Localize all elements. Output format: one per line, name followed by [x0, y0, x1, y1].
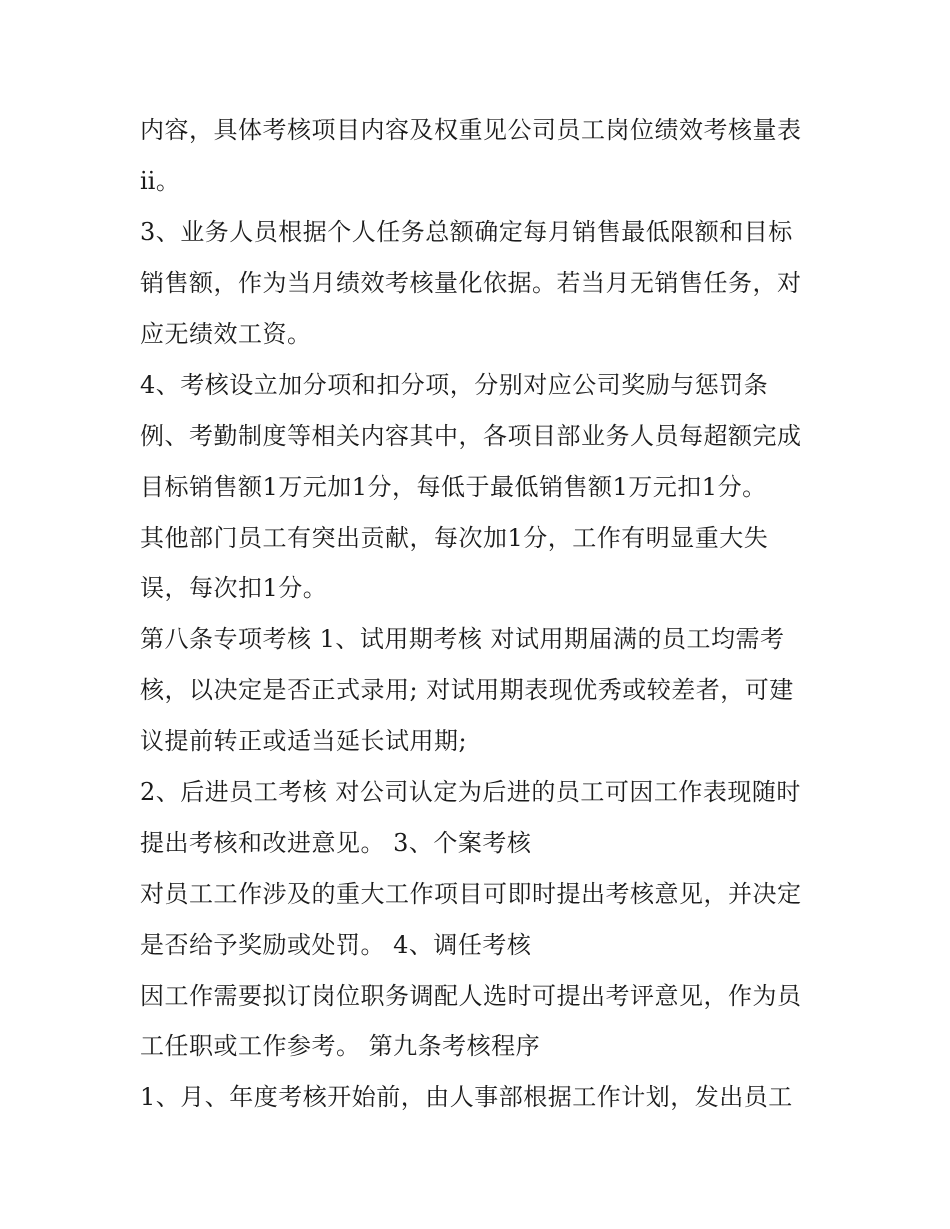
text-line: 因工作需要拟订岗位职务调配人选时可提出考评意见，作为员 [140, 982, 802, 1010]
text-line: 应无绩效工资。 [140, 320, 312, 348]
text-line: 对员工工作涉及的重大工作项目可即时提出考核意见，并决定 [140, 880, 802, 908]
text-line: 内容，具体考核项目内容及权重见公司员工岗位绩效考核量表 [140, 116, 802, 144]
text-line: 是否给予奖励或处罚。 4、调任考核 [140, 931, 532, 959]
text-line: 销售额，作为当月绩效考核量化依据。若当月无销售任务，对 [140, 269, 802, 297]
text-line: 议提前转正或适当延长试用期; [140, 727, 468, 755]
text-line: 4、考核设立加分项和扣分项，分别对应公司奖励与惩罚条 [140, 371, 769, 399]
text-line: 工任职或工作参考。 第九条考核程序 [140, 1032, 541, 1060]
text-line: 1、月、年度考核开始前，由人事部根据工作计划，发出员工 [140, 1083, 793, 1111]
text-line: 误，每次扣1分。 [140, 574, 328, 602]
text-line: 其他部门员工有突出贡献，每次加1分，工作有明显重大失 [140, 524, 769, 552]
text-line: 例、考勤制度等相关内容其中，各项目部业务人员每超额完成 [140, 422, 802, 450]
text-line: 核，以决定是否正式录用; 对试用期表现优秀或较差者，可建 [140, 676, 794, 704]
text-line: ⅱ。 [140, 167, 181, 195]
text-line: 第八条专项考核 1、试用期考核 对试用期届满的员工均需考 [140, 625, 785, 653]
text-line: 2、后进员工考核 对公司认定为后进的员工可因工作表现随时 [140, 778, 801, 806]
text-line: 3、业务人员根据个人任务总额确定每月销售最低限额和目标 [140, 218, 793, 246]
text-line: 提出考核和改进意见。 3、个案考核 [140, 829, 532, 857]
text-line: 目标销售额1万元加1分，每低于最低销售额1万元扣1分。 [140, 473, 767, 501]
